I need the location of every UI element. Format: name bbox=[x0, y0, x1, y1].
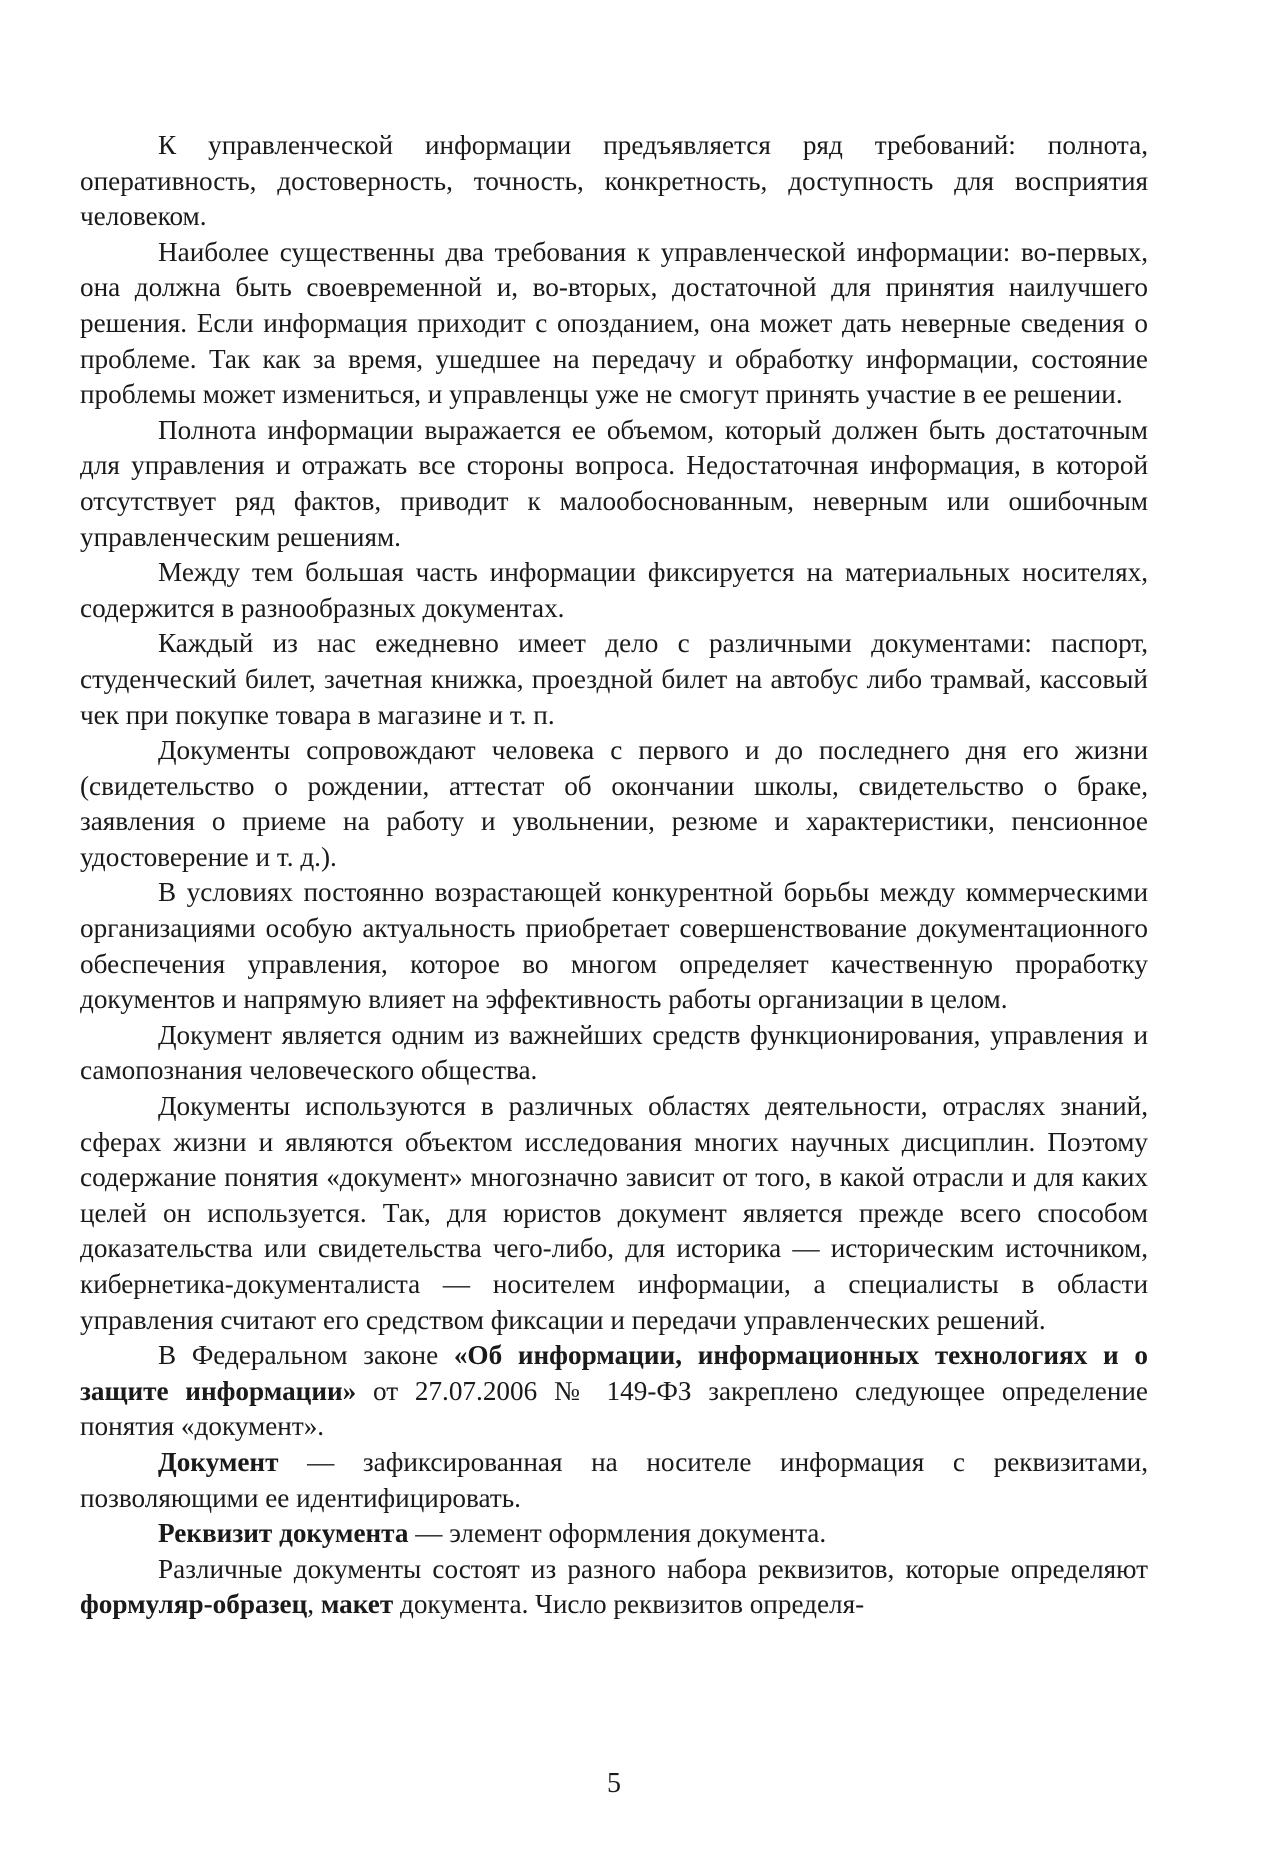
text-run: от 27.07.2006 № 149-ФЗ закреплено следующее определение понятия «документ». bbox=[80, 1375, 1149, 1442]
text-run: — элемент оформления документа. bbox=[408, 1518, 827, 1549]
paragraph bbox=[80, 875, 1148, 1017]
bold-term: формуляр-образец bbox=[80, 1589, 308, 1620]
text-run: Между тем большая часть информации фиксируется на материальных носителях, содержится в разнообразных документах. bbox=[80, 557, 1148, 623]
paragraph bbox=[80, 626, 1148, 733]
text-run: Каждый из нас ежедневно имеет дело с различными документами: паспорт, студенческий билет, зачетная книжка, проездной билет на автобус либо трамвай, кассовый чек при покупке товара в магазине и т. п. bbox=[80, 628, 1148, 730]
paragraph bbox=[80, 1552, 1148, 1623]
text-run: Документы сопровождают человека с первого и до последнего дня его жизни (свидетельство о рождении, аттестат об окончании школы, свидетельство о браке, заявления о приеме на работу и увольнении, резюме и характеристики, пенсионное удостоверение и т. д.). bbox=[80, 735, 1148, 872]
page-number: 5 bbox=[607, 1768, 621, 1799]
bold-term: «Об информации, информационных технологиях и о защите информации» bbox=[80, 1340, 1148, 1406]
text-run: К управленческой информации предъявляется ряд требований: полнота, оперативность, достоверность, точность, конкретность, доступность для восприятия человеком. bbox=[80, 130, 1148, 232]
bold-term: Документ bbox=[158, 1446, 279, 1477]
text-run: В условиях постоянно возрастающей конкурентной борьбы между коммерческими организациями особую актуальность приобретает совершенствование документационного обеспечения управления, которое во многом определяет качественную проработку документов и напрямую влияет на эффективность работы организации в целом. bbox=[80, 877, 1148, 1015]
paragraph bbox=[80, 235, 1148, 413]
bold-term: макет bbox=[320, 1589, 394, 1620]
document-body bbox=[80, 128, 1148, 1623]
paragraph bbox=[80, 1018, 1148, 1089]
text-run: Наиболее существенны два требования к управленческой информации: во-первых, она должна быть своевременной и, во-вторых, достаточной для принятия наилучшего решения. Если информация приходит с опозданием, она может дать неверные сведения о проблеме. Так как за время, ушедшее на передачу и обработку информации, состояние проблемы может измениться, и управленцы уже не смогут принять участие в ее решении. bbox=[80, 236, 1148, 410]
text-run: документа. Число реквизитов определя- bbox=[393, 1589, 865, 1620]
paragraph bbox=[80, 555, 1148, 626]
text-run: Документ является одним из важнейших средств функционирования, управления и самопознания человеческого общества. bbox=[80, 1019, 1148, 1086]
paragraph bbox=[80, 1516, 1148, 1552]
text-run: , bbox=[307, 1589, 321, 1620]
paragraph bbox=[80, 413, 1148, 555]
text-run: Документы используются в различных областях деятельности, отраслях знаний, сферах жизни и являются объектом исследования многих научных дисциплин. Поэтому содержание понятия «документ» многозначно зависит от того, в какой отрасли и для каких целей он используется. Так, для юристов документ является прежде всего способом доказательства или свидетельства чего-либо, для историка — историческим источником, кибернетика-документалиста — носителем информации, а специалисты в области управления считают его средством фиксации и передачи управленческих решений. bbox=[80, 1091, 1148, 1335]
paragraph bbox=[80, 1338, 1148, 1445]
text-run: В Федеральном законе bbox=[158, 1340, 454, 1371]
text-run: Полнота информации выражается ее объемом, который должен быть достаточным для управления и отражать все стороны вопроса. Недостаточная информация, в которой отсутствует ряд фактов, приводит к малообоснованным, неверным или ошибочным управленческим решениям. bbox=[80, 414, 1148, 552]
paragraph bbox=[80, 1089, 1148, 1338]
paragraph bbox=[80, 1445, 1148, 1516]
bold-term: Реквизит документа bbox=[158, 1518, 409, 1549]
paragraph bbox=[80, 733, 1148, 875]
text-run: — зафиксированная на носителе информация с реквизитами, позволяющими ее идентифицировать. bbox=[80, 1446, 1148, 1513]
paragraph bbox=[80, 128, 1148, 235]
text-run: Различные документы состоят из разного набора реквизитов, которые определяют bbox=[158, 1553, 1148, 1584]
